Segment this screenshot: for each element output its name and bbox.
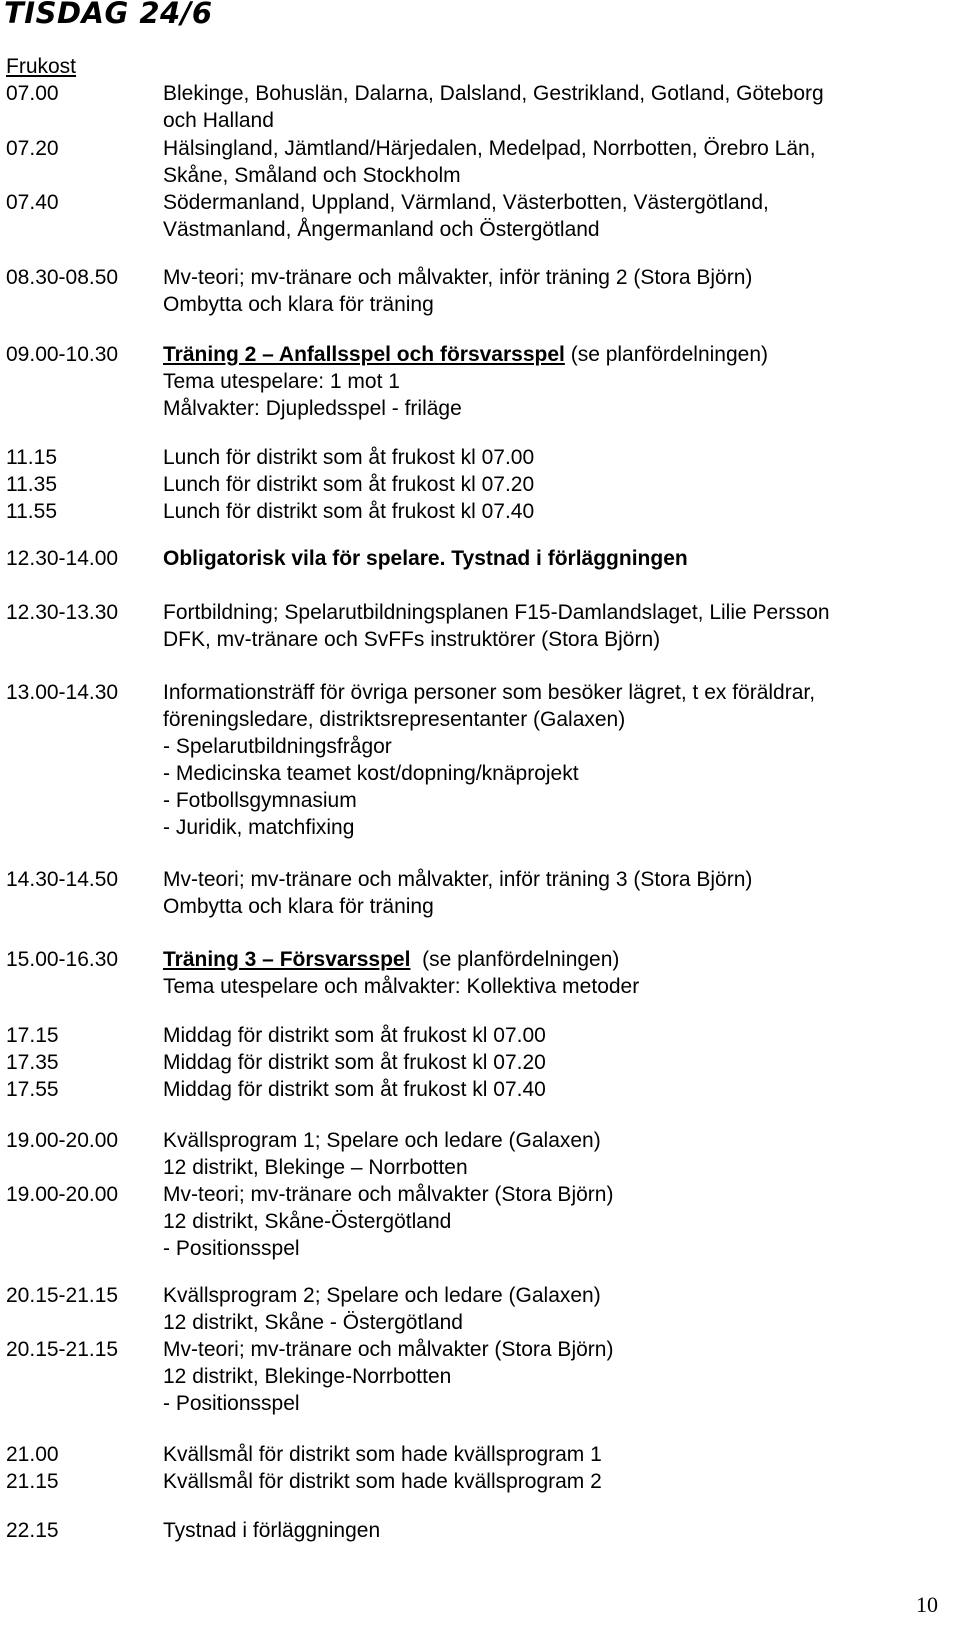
time-label: 09.00-10.30 <box>6 343 119 366</box>
time-label: 07.00 <box>6 82 59 105</box>
activity-detail: Lunch för distrikt som åt frukost kl 07.40 <box>163 500 535 523</box>
activity-text <box>163 1208 451 1235</box>
time-label: 19.00-20.00 <box>6 1183 119 1206</box>
time-label: 19.00-20.00 <box>6 1129 119 1152</box>
activity-detail: Kvällsmål för distrikt som hade kvällsprogram 2 <box>163 1470 602 1493</box>
bold-notice: Obligatorisk vila för spelare. Tystnad i förläggningen <box>163 547 688 570</box>
activity-detail: Fortbildning; Spelarutbildningsplanen F15-Damlandslaget, Lilie Persson <box>163 601 830 624</box>
activity-detail: - Juridik, matchfixing <box>163 816 355 839</box>
activity-detail: Middag för distrikt som åt frukost kl 07.40 <box>163 1078 546 1101</box>
activity-detail: 12 distrikt, Skåne-Östergötland <box>163 1210 452 1233</box>
activity-text <box>163 471 534 498</box>
time-label: 12.30-14.00 <box>6 547 119 570</box>
time-label: 08.30-08.50 <box>6 266 119 289</box>
activity-text <box>163 1468 602 1495</box>
activity-detail: Västmanland, Ångermanland och Östergötland <box>163 218 600 241</box>
activity-detail: Tema utespelare och målvakter: Kollektiva metoder <box>163 975 640 998</box>
activity-text <box>163 1127 601 1154</box>
activity-text <box>163 626 660 653</box>
time-label: 07.20 <box>6 137 59 160</box>
page-title: TISDAG 24/6 <box>4 0 213 30</box>
activity-text <box>163 787 357 814</box>
page-number: 10 <box>916 1592 938 1617</box>
time-label: 07.40 <box>6 191 59 214</box>
activity-text <box>163 545 688 572</box>
activity-text <box>163 1181 613 1208</box>
time-label: 17.15 <box>6 1024 59 1047</box>
activity-text <box>163 1390 300 1417</box>
activity-text <box>163 946 619 973</box>
activity-text <box>163 135 816 162</box>
activity-detail: - Spelarutbildningsfrågor <box>163 735 392 758</box>
activity-detail: - Medicinska teamet kost/dopning/knäprojekt <box>163 762 579 785</box>
time-label: 22.15 <box>6 1519 59 1542</box>
activity-text <box>163 733 392 760</box>
activity-detail: 12 distrikt, Blekinge-Norrbotten <box>163 1365 452 1388</box>
time-label: 11.15 <box>6 446 57 469</box>
activity-text <box>163 599 830 626</box>
activity-detail: Hälsingland, Jämtland/Härjedalen, Medelpad, Norrbotten, Örebro Län, <box>163 137 816 160</box>
activity-detail: Ombytta och klara för träning <box>163 895 434 918</box>
activity-detail: - Fotbollsgymnasium <box>163 789 357 812</box>
activity-text <box>163 679 815 706</box>
activity-text <box>163 866 752 893</box>
time-label: 13.00-14.30 <box>6 681 119 704</box>
time-label: 15.00-16.30 <box>6 948 119 971</box>
activity-text <box>163 264 752 291</box>
activity-text <box>163 162 461 189</box>
activity-text <box>163 1309 463 1336</box>
activity-text <box>163 1154 468 1181</box>
section-heading: Frukost <box>6 55 77 78</box>
activity-detail: Mv-teori; mv-tränare och målvakter (Stora Björn) <box>163 1338 614 1361</box>
activity-text <box>163 1022 546 1049</box>
activity-detail: Kvällsprogram 2; Spelare och ledare (Galaxen) <box>163 1284 601 1307</box>
activity-detail: Kvällsprogram 1; Spelare och ledare (Galaxen) <box>163 1129 601 1152</box>
activity-detail: Tema utespelare: 1 mot 1 <box>163 370 400 393</box>
activity-detail: Lunch för distrikt som åt frukost kl 07.20 <box>163 473 535 496</box>
activity-detail: Middag för distrikt som åt frukost kl 07.00 <box>163 1024 546 1047</box>
time-label: 14.30-14.50 <box>6 868 119 891</box>
activity-text <box>163 216 600 243</box>
activity-detail: och Halland <box>163 109 274 132</box>
time-label: 12.30-13.30 <box>6 601 119 624</box>
activity-text <box>163 291 434 318</box>
activity-text <box>163 1049 546 1076</box>
activity-text <box>163 395 462 422</box>
activity-text <box>163 80 824 107</box>
activity-detail: Mv-teori; mv-tränare och målvakter, inför träning 2 (Stora Björn) <box>163 266 753 289</box>
activity-detail: Informationsträff för övriga personer som besöker lägret, t ex föräldrar, <box>163 681 816 704</box>
activity-text <box>163 814 354 841</box>
activity-text <box>163 706 625 733</box>
activity-detail: Skåne, Småland och Stockholm <box>163 164 461 187</box>
time-label: 17.55 <box>6 1078 59 1101</box>
activity-detail: Kvällsmål för distrikt som hade kvällsprogram 1 <box>163 1443 602 1466</box>
activity-detail: - Positionsspel <box>163 1237 300 1260</box>
activity-detail: Blekinge, Bohuslän, Dalarna, Dalsland, Gestrikland, Gotland, Göteborg <box>163 82 824 105</box>
activity-detail: Södermanland, Uppland, Värmland, Västerbotten, Västergötland, <box>163 191 769 214</box>
activity-text <box>163 1235 300 1262</box>
activity-detail: Mv-teori; mv-tränare och målvakter, inför träning 3 (Stora Björn) <box>163 868 753 891</box>
activity-text <box>163 1517 380 1544</box>
activity-text <box>163 107 274 134</box>
activity-detail: (se planfördelningen) <box>410 948 620 971</box>
activity-detail: Ombytta och klara för träning <box>163 293 434 316</box>
time-label: 21.00 <box>6 1443 59 1466</box>
activity-text <box>163 760 579 787</box>
time-label: 11.35 <box>6 473 57 496</box>
activity-text <box>163 973 639 1000</box>
time-label: 20.15-21.15 <box>6 1338 119 1361</box>
activity-detail: föreningsledare, distriktsrepresentanter (Galaxen) <box>163 708 626 731</box>
activity-text <box>163 341 768 368</box>
activity-text <box>163 1363 451 1390</box>
activity-text <box>163 893 434 920</box>
activity-text <box>163 1336 613 1363</box>
activity-detail: Målvakter: Djupledsspel - friläge <box>163 397 462 420</box>
activity-text <box>163 1282 601 1309</box>
time-label: 21.15 <box>6 1470 59 1493</box>
activity-text <box>163 189 769 216</box>
activity-detail: Mv-teori; mv-tränare och målvakter (Stora Björn) <box>163 1183 614 1206</box>
activity-detail: Tystnad i förläggningen <box>163 1519 381 1542</box>
activity-detail: 12 distrikt, Skåne - Östergötland <box>163 1311 463 1334</box>
activity-text <box>163 1441 602 1468</box>
activity-text <box>163 498 534 525</box>
activity-detail: 12 distrikt, Blekinge – Norrbotten <box>163 1156 468 1179</box>
activity-detail: Middag för distrikt som åt frukost kl 07.20 <box>163 1051 546 1074</box>
activity-text <box>163 444 534 471</box>
time-label: 11.55 <box>6 500 57 523</box>
training-title: Träning 3 – Försvarsspel <box>163 948 411 971</box>
activity-text <box>163 368 400 395</box>
activity-detail: - Positionsspel <box>163 1392 300 1415</box>
activity-text <box>163 1076 546 1103</box>
time-label: 20.15-21.15 <box>6 1284 119 1307</box>
activity-detail: (se planfördelningen) <box>564 343 769 366</box>
activity-detail: Lunch för distrikt som åt frukost kl 07.00 <box>163 446 535 469</box>
activity-detail: DFK, mv-tränare och SvFFs instruktörer (Stora Björn) <box>163 628 661 651</box>
time-label: 17.35 <box>6 1051 59 1074</box>
training-title: Träning 2 – Anfallsspel och försvarsspel <box>163 343 565 366</box>
